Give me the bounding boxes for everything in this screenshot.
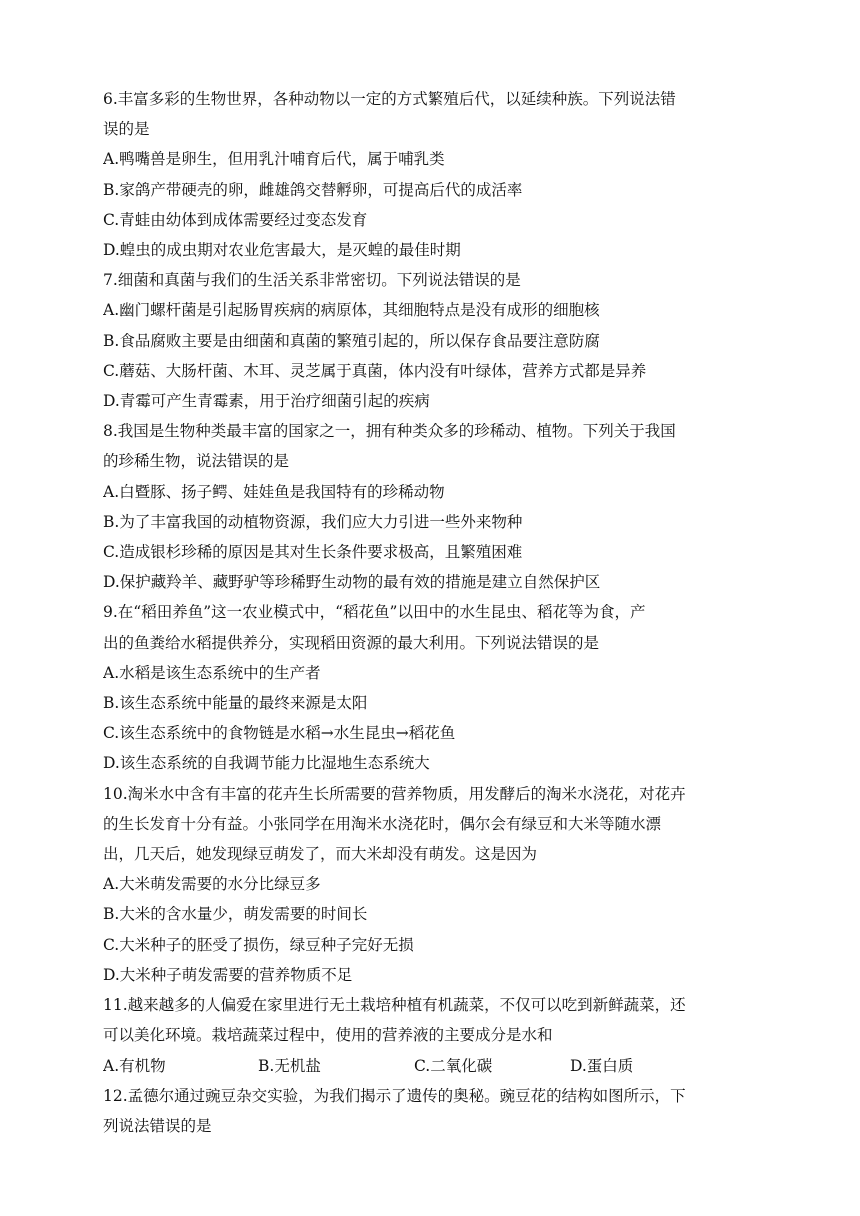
question-11-option-d: D.蛋白质 <box>570 1056 634 1075</box>
question-6-option-d: D.蝗虫的成虫期对农业危害最大，是灭蝗的最佳时期 <box>103 241 461 260</box>
question-8-option-b: B.为了丰富我国的动植物资源，我们应大力引进一些外来物种 <box>103 512 523 531</box>
question-9-option-b: B.该生态系统中能量的最终来源是太阳 <box>103 694 368 713</box>
question-8-option-a: A.白暨豚、扬子鳄、娃娃鱼是我国特有的珍稀动物 <box>103 482 445 501</box>
question-8-stem-line-1: 8.我国是生物种类最丰富的国家之一，拥有种类众多的珍稀动、植物。下列关于我国 <box>103 422 676 441</box>
question-11-stem-line-1: 11.越来越多的人偏爱在家里进行无土栽培种植有机蔬菜，不仅可以吃到新鲜蔬菜，还 <box>103 996 686 1015</box>
question-6-option-a: A.鸭嘴兽是卵生，但用乳汁哺育后代，属于哺乳类 <box>103 150 445 169</box>
question-8-option-c: C.造成银杉珍稀的原因是其对生长条件要求极高，且繁殖困难 <box>103 543 523 562</box>
question-11-option-b: B.无机盐 <box>258 1056 321 1075</box>
question-6-stem-line-1: 6.丰富多彩的生物世界，各种动物以一定的方式繁殖后代，以延续种族。下列说法错 <box>103 90 676 108</box>
question-11-option-a: A.有机物 <box>103 1056 166 1075</box>
question-10-option-b: B.大米的含水量少，萌发需要的时间长 <box>103 905 368 924</box>
question-12 <box>103 1081 763 1141</box>
question-11-options-row <box>103 1051 763 1081</box>
question-7-option-d: D.青霉可产生青霉素，用于治疗细菌引起的疾病 <box>103 392 430 411</box>
question-9-option-d: D.该生态系统的自我调节能力比湿地生态系统大 <box>103 754 430 773</box>
question-11-option-c: C.二氧化碳 <box>414 1056 493 1075</box>
question-6-option-b: B.家鸽产带硬壳的卵，雌雄鸽交替孵卵，可提高后代的成活率 <box>103 180 523 199</box>
question-12-stem-line-1: 12.孟德尔通过豌豆杂交实验，为我们揭示了遗传的奥秘。豌豆花的结构如图所示，下 <box>103 1086 686 1105</box>
exam-page <box>103 84 763 1141</box>
question-11-stem-line-2: 可以美化环境。栽培蔬菜过程中，使用的营养液的主要成分是水和 <box>103 1026 553 1045</box>
question-10-option-c: C.大米种子的胚受了损伤，绿豆种子完好无损 <box>103 935 414 954</box>
question-9-stem-line-1: 9.在“稻田养鱼”这一农业模式中，“稻花鱼”以田中的水生昆虫、稻花等为食，产 <box>103 603 646 622</box>
question-9 <box>103 597 763 778</box>
question-10 <box>103 779 763 990</box>
question-6-stem-line-2: 误的是 <box>103 120 150 139</box>
question-9-option-a: A.水稻是该生态系统中的生产者 <box>103 663 321 682</box>
question-7-stem-line-1: 7.细菌和真菌与我们的生活关系非常密切。下列说法错误的是 <box>103 271 521 290</box>
question-10-option-d: D.大米种子萌发需要的营养物质不足 <box>103 965 353 984</box>
question-10-option-a: A.大米萌发需要的水分比绿豆多 <box>103 875 321 894</box>
question-9-option-c: C.该生态系统中的食物链是水稻→水生昆虫→稻花鱼 <box>103 724 456 743</box>
question-11 <box>103 990 763 1081</box>
question-7-option-a: A.幽门螺杆菌是引起肠胃疾病的病原体，其细胞特点是没有成形的细胞核 <box>103 301 600 320</box>
question-7-option-c: C.蘑菇、大肠杆菌、木耳、灵芝属于真菌，体内没有叶绿体，营养方式都是异养 <box>103 361 647 380</box>
question-10-stem-line-2: 的生长发育十分有益。小张同学在用淘米水浇花时，偶尔会有绿豆和大米等随水漂 <box>103 814 662 833</box>
question-9-stem-line-2: 出的鱼粪给水稻提供养分，实现稻田资源的最大利用。下列说法错误的是 <box>103 633 600 652</box>
question-8 <box>103 416 763 597</box>
question-10-stem-line-1: 10.淘米水中含有丰富的花卉生长所需要的营养物质，用发酵后的淘米水浇花，对花卉 <box>103 784 686 803</box>
question-12-stem-line-2: 列说法错误的是 <box>103 1116 212 1135</box>
question-7 <box>103 265 763 416</box>
question-7-option-b: B.食品腐败主要是由细菌和真菌的繁殖引起的，所以保存食品要注意防腐 <box>103 331 600 350</box>
question-10-stem-line-3: 出，几天后，她发现绿豆萌发了，而大米却没有萌发。这是因为 <box>103 845 538 864</box>
question-8-stem-line-2: 的珍稀生物，说法错误的是 <box>103 452 290 471</box>
question-6-option-c: C.青蛙由幼体到成体需要经过变态发育 <box>103 210 368 229</box>
question-8-option-d: D.保护藏羚羊、藏野驴等珍稀野生动物的最有效的措施是建立自然保护区 <box>103 573 601 592</box>
question-6 <box>103 84 763 265</box>
